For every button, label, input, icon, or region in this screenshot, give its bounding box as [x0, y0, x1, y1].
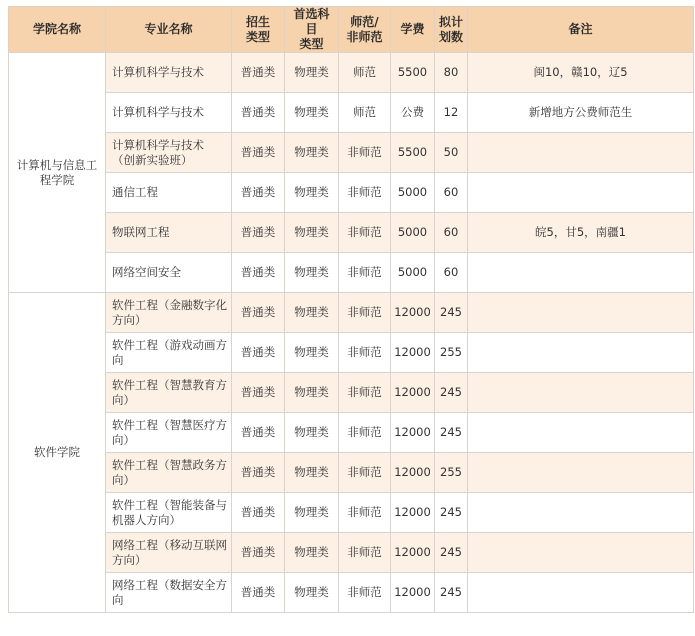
subject-cell: 物理类 — [285, 413, 339, 453]
normal-cell: 非师范 — [339, 213, 391, 253]
note-cell: 皖5，甘5，南疆1 — [468, 213, 694, 253]
normal-cell: 非师范 — [339, 293, 391, 333]
note-cell — [468, 293, 694, 333]
admission-type-cell: 普通类 — [232, 333, 285, 373]
header-note: 备注 — [468, 7, 694, 53]
subject-cell: 物理类 — [285, 573, 339, 613]
enrollment-plan-table — [8, 6, 694, 613]
admission-type-cell: 普通类 — [232, 533, 285, 573]
normal-cell: 非师范 — [339, 573, 391, 613]
plan-cell: 60 — [435, 253, 468, 293]
major-cell: 软件工程（智慧政务方 向） — [106, 453, 232, 493]
table-row — [9, 53, 694, 93]
plan-cell: 245 — [435, 293, 468, 333]
subject-cell: 物理类 — [285, 373, 339, 413]
plan-cell: 255 — [435, 453, 468, 493]
plan-cell: 245 — [435, 533, 468, 573]
subject-cell: 物理类 — [285, 533, 339, 573]
major-cell: 通信工程 — [106, 173, 232, 213]
normal-cell: 非师范 — [339, 333, 391, 373]
header-major: 专业名称 — [106, 7, 232, 53]
header-college: 学院名称 — [9, 7, 106, 53]
admission-type-cell: 普通类 — [232, 453, 285, 493]
major-cell: 网络工程（数据安全方向 — [106, 573, 232, 613]
normal-cell: 非师范 — [339, 133, 391, 173]
plan-cell: 60 — [435, 213, 468, 253]
subject-cell: 物理类 — [285, 133, 339, 173]
tuition-cell: 12000 — [391, 453, 435, 493]
subject-cell: 物理类 — [285, 173, 339, 213]
plan-cell: 80 — [435, 53, 468, 93]
table-row — [9, 293, 694, 333]
admission-type-cell: 普通类 — [232, 53, 285, 93]
admission-type-cell: 普通类 — [232, 373, 285, 413]
subject-cell: 物理类 — [285, 453, 339, 493]
table-row — [9, 573, 694, 613]
header-subject: 首选科目 类型 — [285, 7, 339, 53]
major-cell: 软件工程（智慧医疗方 向） — [106, 413, 232, 453]
header-normal: 师范/ 非师范 — [339, 7, 391, 53]
subject-cell: 物理类 — [285, 333, 339, 373]
table-row — [9, 493, 694, 533]
plan-cell: 50 — [435, 133, 468, 173]
note-cell — [468, 493, 694, 533]
table-row — [9, 213, 694, 253]
normal-cell: 师范 — [339, 53, 391, 93]
college-cell: 计算机与信息工程学院 — [9, 53, 106, 293]
tuition-cell: 12000 — [391, 293, 435, 333]
admission-type-cell: 普通类 — [232, 133, 285, 173]
tuition-cell: 5000 — [391, 213, 435, 253]
college-cell: 软件学院 — [9, 293, 106, 613]
plan-cell: 245 — [435, 373, 468, 413]
major-cell: 计算机科学与技术 — [106, 53, 232, 93]
normal-cell: 师范 — [339, 93, 391, 133]
note-cell — [468, 333, 694, 373]
tuition-cell: 5500 — [391, 53, 435, 93]
note-cell — [468, 413, 694, 453]
tuition-cell: 12000 — [391, 493, 435, 533]
table-row — [9, 533, 694, 573]
major-cell: 软件工程（游戏动画方向 — [106, 333, 232, 373]
table-row — [9, 173, 694, 213]
table-row — [9, 453, 694, 493]
table-body — [9, 53, 694, 613]
major-cell: 物联网工程 — [106, 213, 232, 253]
header-row — [9, 7, 694, 53]
header-plan: 拟计 划数 — [435, 7, 468, 53]
plan-cell: 245 — [435, 493, 468, 533]
subject-cell: 物理类 — [285, 493, 339, 533]
subject-cell: 物理类 — [285, 213, 339, 253]
tuition-cell: 12000 — [391, 373, 435, 413]
major-cell: 软件工程（金融数字化 方向） — [106, 293, 232, 333]
tuition-cell: 5500 — [391, 133, 435, 173]
note-cell: 闽10，赣10，辽5 — [468, 53, 694, 93]
table-row — [9, 333, 694, 373]
note-cell — [468, 133, 694, 173]
admission-type-cell: 普通类 — [232, 293, 285, 333]
admission-type-cell: 普通类 — [232, 93, 285, 133]
subject-cell: 物理类 — [285, 293, 339, 333]
tuition-cell: 12000 — [391, 533, 435, 573]
admission-type-cell: 普通类 — [232, 573, 285, 613]
table-row — [9, 373, 694, 413]
admission-type-cell: 普通类 — [232, 173, 285, 213]
major-cell: 计算机科学与技术 — [106, 93, 232, 133]
tuition-cell: 公费 — [391, 93, 435, 133]
plan-cell: 245 — [435, 573, 468, 613]
normal-cell: 非师范 — [339, 253, 391, 293]
tuition-cell: 12000 — [391, 333, 435, 373]
tuition-cell: 5000 — [391, 253, 435, 293]
note-cell: 新增地方公费师范生 — [468, 93, 694, 133]
note-cell — [468, 373, 694, 413]
major-cell: 软件工程（智能装备与 机器人方向） — [106, 493, 232, 533]
admission-type-cell: 普通类 — [232, 253, 285, 293]
admission-type-cell: 普通类 — [232, 413, 285, 453]
header-admission-type: 招生 类型 — [232, 7, 285, 53]
table-row — [9, 413, 694, 453]
normal-cell: 非师范 — [339, 173, 391, 213]
normal-cell: 非师范 — [339, 453, 391, 493]
normal-cell: 非师范 — [339, 533, 391, 573]
plan-cell: 12 — [435, 93, 468, 133]
admission-type-cell: 普通类 — [232, 493, 285, 533]
plan-cell: 255 — [435, 333, 468, 373]
table-row — [9, 133, 694, 173]
subject-cell: 物理类 — [285, 53, 339, 93]
plan-cell: 245 — [435, 413, 468, 453]
normal-cell: 非师范 — [339, 493, 391, 533]
note-cell — [468, 453, 694, 493]
header-tuition: 学费 — [391, 7, 435, 53]
major-cell: 网络工程（移动互联网 方向） — [106, 533, 232, 573]
table-row — [9, 93, 694, 133]
note-cell — [468, 573, 694, 613]
normal-cell: 非师范 — [339, 413, 391, 453]
subject-cell: 物理类 — [285, 93, 339, 133]
major-cell: 计算机科学与技术 （创新实验班） — [106, 133, 232, 173]
tuition-cell: 5000 — [391, 173, 435, 213]
normal-cell: 非师范 — [339, 373, 391, 413]
note-cell — [468, 533, 694, 573]
major-cell: 网络空间安全 — [106, 253, 232, 293]
tuition-cell: 12000 — [391, 413, 435, 453]
note-cell — [468, 253, 694, 293]
plan-cell: 60 — [435, 173, 468, 213]
subject-cell: 物理类 — [285, 253, 339, 293]
major-cell: 软件工程（智慧教育方 向） — [106, 373, 232, 413]
note-cell — [468, 173, 694, 213]
admission-type-cell: 普通类 — [232, 213, 285, 253]
table-row — [9, 253, 694, 293]
tuition-cell: 12000 — [391, 573, 435, 613]
